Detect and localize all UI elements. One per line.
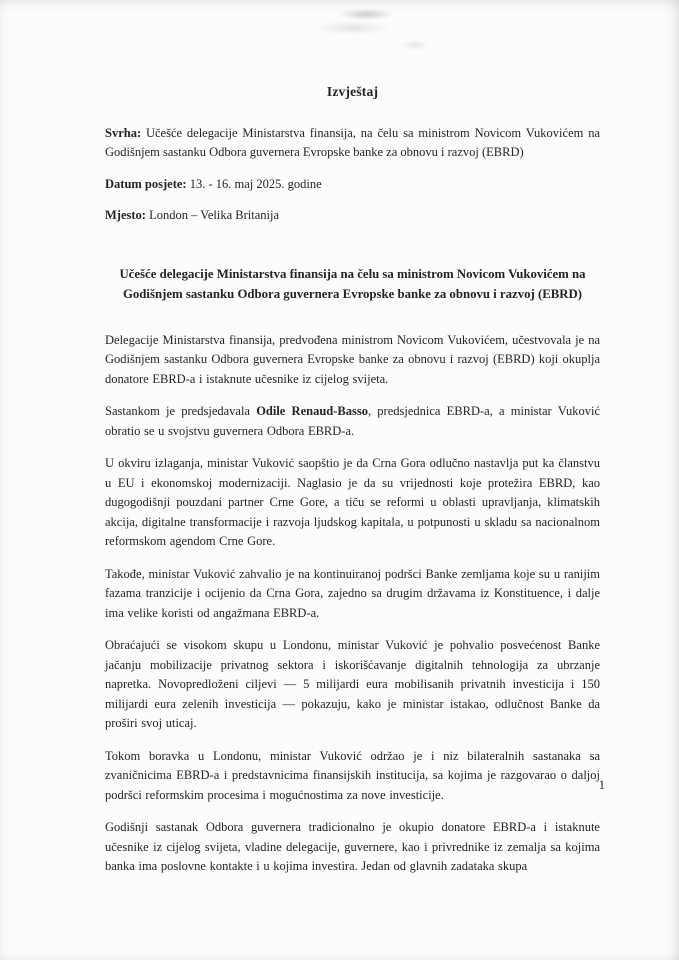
paragraph-1: Delegacije Ministarstva finansija, predvođena ministrom Novicom Vukovićem, učestvovala je na Godišnjem sastanku Odbora guvernera Evropske banke za obnovu i razvoj (EBRD) koji okuplja donatore EBRD-a i istaknute učesnike iz cijelog svijeta.	[105, 332, 600, 386]
meta-location-text: London – Velika Britanija	[145, 208, 280, 223]
document-heading: Učešće delegacije Ministarstva finansija na čelu sa ministrom Novicom Vukovićem na Godišnjem sastanku Odbora guvernera Evropske banke za obnovu i razvoj (EBRD)	[119, 267, 586, 301]
meta-visit-date-label: Datum posjete:	[105, 176, 187, 191]
paragraph-7: Godišnji sastanak Odbora guvernera tradicionalno je okupio donatore EBRD-a i istaknute učesnike iz cijelog svijeta, vladine delegacije, guvernere, kao i privrednike iz zemalja sa kojima banka ima poslovne kontakte i u kojima investira. Jedan od glavnih zadataka skupa	[105, 820, 600, 874]
document-body	[105, 331, 600, 877]
meta-location-label: Mjesto:	[105, 208, 146, 223]
scan-speck-artifact	[402, 40, 428, 50]
meta-location	[105, 206, 600, 225]
page-number: 1	[598, 778, 605, 792]
paragraph-6: Tokom boravka u Londonu, ministar Vuković održao je i niz bilateralnih sastanaka sa zvaničnicima EBRD-a i predstavnicima finansijskih institucija, sa kojima je razgovarao o daljoj podršci reformskim procesima i mogućnostima za nove investicije.	[105, 748, 600, 802]
paragraph-2-bold-name: Odile Renaud-Basso	[256, 404, 368, 419]
meta-visit-date	[105, 175, 600, 194]
paragraph-2-pre: Sastankom je predsjedavala	[105, 404, 257, 419]
meta-visit-date-text: 13. - 16. maj 2025. godine	[186, 176, 322, 191]
meta-purpose-text: Učešće delegacije Ministarstva finansija, na čelu sa ministrom Novicom Vukovićem na Godišnjem sastanku Odbora guvernera Evropske banke za obnovu i razvoj (EBRD)	[105, 126, 600, 159]
paragraph-2-post: , predsjednica EBRD-a, a ministar Vuković obratio se u svojstvu guvernera Odbora EBRD-a.	[105, 404, 600, 438]
paragraph-2	[105, 402, 600, 441]
meta-purpose-label: Svrha:	[105, 126, 142, 140]
meta-purpose	[105, 124, 600, 162]
paragraph-5: Obraćajući se visokom skupu u Londonu, ministar Vuković je pohvalio posvećenost Banke jačanju mobilizacije privatnog sektora i iskorišćavanje digitalnih tehnologija za ubrzanje napretka. Novopredloženi ciljevi — 5 milijardi eura mobilisanih privatnih investicija i 150 milijardi eura zelenih investicija — pokazuju, kako je ministar istakao, odlučnost Banke da proširi svoj uticaj.	[105, 638, 600, 731]
paragraph-3: U okviru izlaganja, ministar Vuković saopštio je da Crna Gora odlučno nastavlja put ka članstvu u EU i ekonomskoj modernizaciji. Naglasio je da su vrijednosti koje protežira EBRD, kao dugogodišnji pouzdani partner Crne Gore, a tiču se reformi u oblasti upravljanja, klimatskih akcija, digitalne transformacije i razvoja ljudskog kapitala, u potpunosti u skladu sa nacionalnom reformskom agendom Crne Gore.	[105, 456, 600, 549]
document-meta	[105, 124, 600, 225]
scan-smudge-artifact	[295, 4, 425, 38]
document-title: Izvještaj	[326, 84, 379, 99]
paragraph-4: Takođe, ministar Vuković zahvalio je na kontinuiranoj podršci Banke zemljama koje su u ranijim fazama tranzicije i ocijenio da Crna Gora, zajedno sa drugim državama iz Konstituence, i dalje ima velike koristi od angažmana EBRD-a.	[105, 566, 600, 620]
